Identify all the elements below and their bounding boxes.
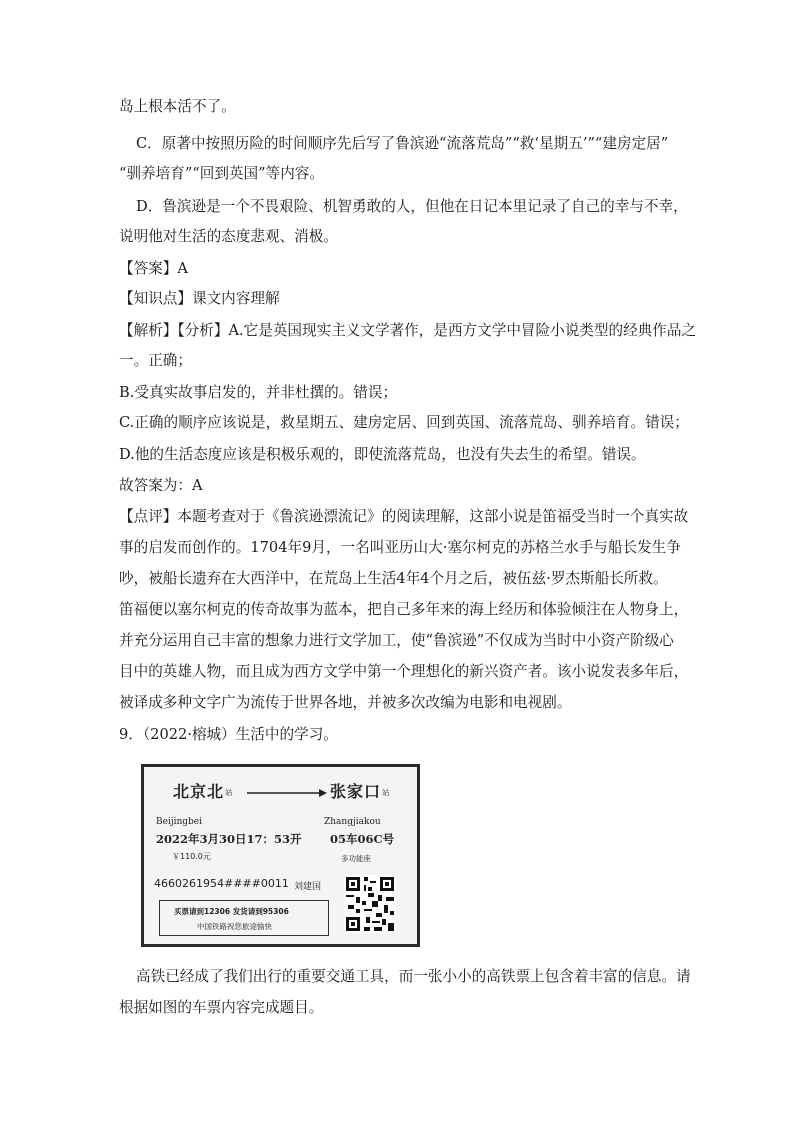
text-line: C.正确的顺序应该说是，救星期五、建房定居、回到英国、流落荒岛、驯养培育。错误； — [119, 414, 689, 431]
ticket-notice-line: 买票请到12306 发货请到95306 — [174, 907, 289, 916]
to-pinyin: Zhangjiakou — [324, 817, 381, 827]
text-line: 一。正确； — [119, 352, 192, 369]
ticket-notice-box — [159, 900, 329, 936]
arrow-right-icon — [247, 788, 327, 798]
id-number: 4660261954####0011 — [154, 877, 289, 890]
ticket-notice-line: 中国铁路祝您旅途愉快 — [197, 922, 272, 931]
ticket-price: ￥110.0元 — [172, 852, 211, 861]
comment-line: 【点评】本题考查对于《鲁滨逊漂流记》的阅读理解，这部小说是笛福受当时一个真实故 — [119, 508, 689, 525]
to-station: 张家口站 — [330, 782, 391, 801]
train-ticket-image — [141, 764, 420, 947]
passenger-name: 刘建国 — [294, 882, 322, 892]
text-line: 笛福便以塞尔柯克的传奇故事为蓝本，把自己多年来的海上经历和体验倾注在人物身上， — [119, 601, 689, 618]
text-line: 根据如图的车票内容完成题目。 — [119, 999, 324, 1016]
text-line: 岛上根本活不了。 — [119, 98, 236, 115]
answer-line: 【答案】A — [119, 260, 188, 277]
from-pinyin: Beijingbei — [156, 817, 203, 827]
final-answer: 故答案为：A — [119, 477, 203, 494]
from-station: 北京北站 — [173, 782, 234, 801]
text-line: 目中的英雄人物，而且成为西方文学中第一个理想化的新兴资产者。该小说发表多年后， — [119, 663, 689, 680]
analysis-line: 【解析】【分析】A.它是英国现实主义文学著作，是西方文学中冒险小说类型的经典作品之 — [119, 322, 697, 339]
text-line: D.他的生活态度应该是积极乐观的，即使流落荒岛，也没有失去生的希望。错误。 — [119, 446, 646, 463]
qr-code-icon — [344, 875, 396, 933]
text-line: B.受真实故事启发的，并非杜撰的。错误； — [119, 384, 398, 401]
text-line: C．原著中按照历险的时间顺序先后写了鲁滨逊“流落荒岛”“救‘星期五’”“建房定居” — [136, 135, 669, 152]
text-line: 高铁已经成了我们出行的重要交通工具，而一张小小的高铁票上包含着丰富的信息。请 — [136, 968, 691, 985]
knowledge-point: 【知识点】课文内容理解 — [119, 290, 280, 307]
text-line: 吵，被船长遗弃在大西洋中，在荒岛上生活4年4个月之后，被伍兹·罗杰斯船长所救。 — [119, 570, 668, 587]
text-line: 被译成多种文字广为流传于世界各地，并被多次改编为电影和电视剧。 — [119, 694, 572, 711]
text-line: 说明他对生活的态度悲观、消极。 — [119, 228, 338, 245]
departure-datetime: 2022年3月30日17：53开 — [156, 832, 302, 846]
question-title: 9．（2022·榕城）生活中的学习。 — [119, 726, 338, 743]
text-line: “驯养培育”“回到英国”等内容。 — [119, 165, 324, 182]
seat-number: 05车06C号 — [330, 832, 395, 846]
text-line: 事的启发而创作的。1704年9月，一名叫亚历山大·塞尔柯克的苏格兰水手与船长发生争 — [119, 539, 681, 556]
text-line: D．鲁滨逊是一个不畏艰险、机智勇敢的人，但他在日记本里记录了自己的幸与不幸， — [136, 198, 688, 215]
text-line: 并充分运用自己丰富的想象力进行文学加工，使“鲁滨逊”不仅成为当时中小资产阶级心 — [119, 632, 674, 649]
seat-type: 多功能座 — [341, 854, 371, 863]
